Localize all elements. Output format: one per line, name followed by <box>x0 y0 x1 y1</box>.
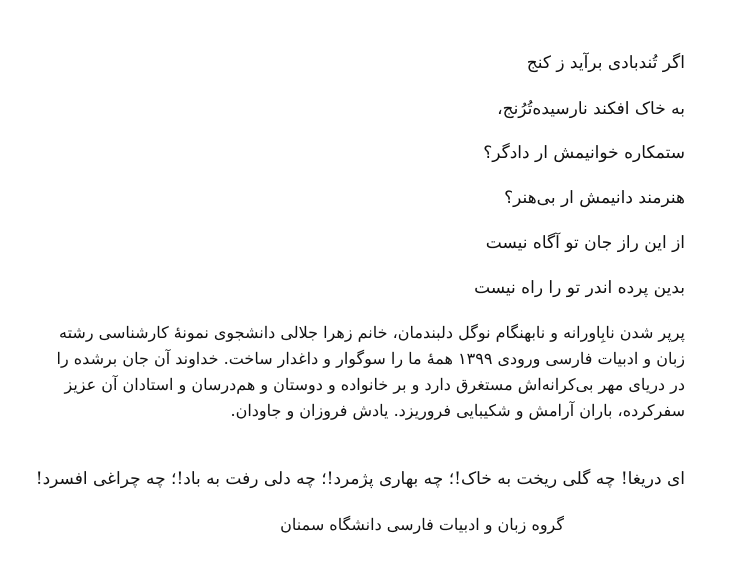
tribute-line-3: در دریای مهر بی‌کرانه‌اش مستغرق دارد و بر خانواده و دوستان و هم‌درسان و استادان آن عزیز <box>64 375 685 394</box>
poem-line-3: ستمکاره خوانیمش ار دادگر؟ <box>483 143 685 163</box>
tribute-line-1: پرپر شدن نابِاورانه و نابهنگام نوگل دلبندمان، خانم زهرا جلالی دانشجوی نمونهٔ کارشناسی رشته <box>59 323 685 342</box>
lament-line: ای دریغا! چه گلی ریخت به خاک!؛ چه بهاری پژمرد!؛ چه دلی رفت به باد!؛ چه چراغی افسرد! <box>35 469 685 489</box>
tribute-paragraph <box>45 320 685 424</box>
tribute-line-4: سفرکرده، باران آرامش و شکیبایی فروریزد. یادش فروزان و جاودان. <box>230 401 685 420</box>
tribute-line-2: زبان و ادبیات فارسی ورودی ۱۳۹۹ همهٔ ما را سوگوار و داغدار ساخت. خداوند آن جان برشده را <box>56 349 685 368</box>
poem-line-1: اگر تُندبادی برآید ز کنج <box>526 53 685 73</box>
poem-line-6: بدین پرده اندر تو را راه نیست <box>474 278 685 298</box>
signature: گروه زبان و ادبیات فارسی دانشگاه سمنان <box>280 515 564 534</box>
poem-line-2: به خاک افکند نارسیده‌تُرُنج، <box>497 99 685 119</box>
poem-line-5: از این راز جان تو آگاه نیست <box>485 233 685 253</box>
poem-line-4: هنرمند دانیمش ار بی‌هنر؟ <box>504 188 685 208</box>
